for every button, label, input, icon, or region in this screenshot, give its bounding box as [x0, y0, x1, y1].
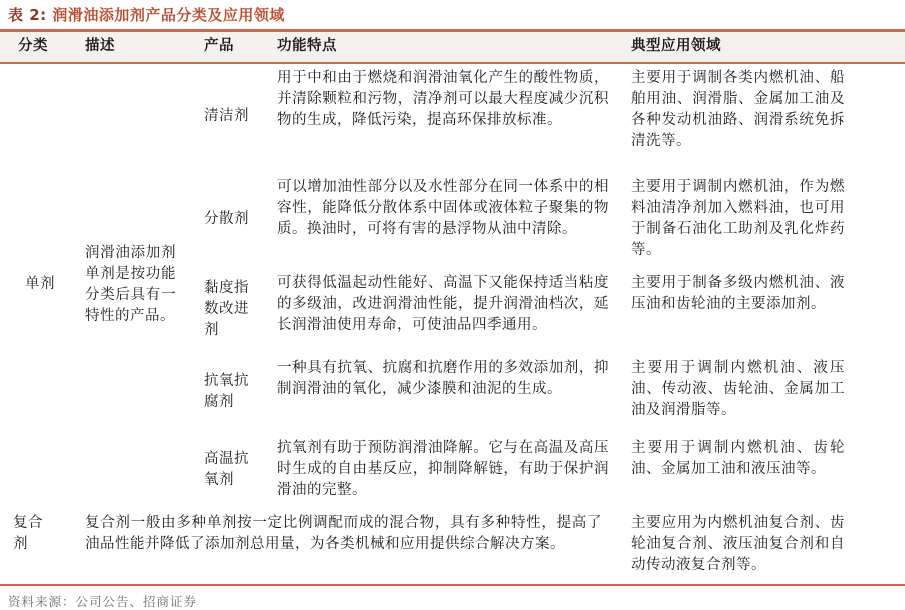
applications-cell: 主要用于调制内燃机油，作为燃料油清净剂加入燃料油，也可用于制备石油化工助剂及乳化炸药等。 [631, 179, 845, 258]
header-category: 分类 [18, 38, 48, 54]
category-cell-compound: 复合剂 [13, 515, 43, 552]
product-cell: 抗氧抗腐剂 [204, 373, 249, 410]
applications-cell: 主要应用为内燃机油复合剂、齿轮油复合剂、液压油复合剂和自动传动液复合剂等。 [631, 515, 845, 573]
product-cell: 分散剂 [204, 210, 249, 227]
product-cell: 黏度指数改进剂 [204, 280, 249, 338]
table-row-detergent [0, 63, 905, 173]
features-cell: 可获得低温起动性能好、高温下又能保持适当粘度的多级油，改进润滑油性能，提升润滑油档次，延长润滑油使用寿命，可使油品四季通用。 [277, 275, 609, 333]
table-row-compound [0, 509, 905, 585]
table-header-row [0, 31, 905, 64]
category-cell-single: 单剂 [25, 276, 55, 292]
applications-cell: 主要用于制备多级内燃机油、液压油和齿轮油的主要添加剂。 [631, 275, 845, 312]
header-applications: 典型应用领域 [631, 38, 721, 54]
header-features: 功能特点 [277, 38, 337, 54]
features-cell: 用于中和由于燃烧和润滑油氧化产生的酸性物质，并清除颗粒和污物，清净剂可以最大程度减少沉积物的生成，降低污染，提高环保排放标准。 [277, 70, 609, 128]
table-number-label: 表 2: [8, 6, 47, 24]
product-cell: 高温抗氧剂 [204, 450, 249, 488]
applications-cell: 主要用于调制内燃机油、液压油、传动液、齿轮油、金属加工油及润滑脂等。 [631, 360, 845, 418]
table-title [0, 0, 905, 29]
source-note: 资料来源：公司公告、招商证券 [8, 594, 198, 609]
applications-cell: 主要用于调制内燃机油、齿轮油、金属加工油和液压油等。 [631, 440, 845, 477]
product-cell: 清洁剂 [204, 108, 249, 124]
features-cell: 抗氧剂有助于预防润滑油降解。它与在高温及高压时生成的自由基反应，抑制降解链，有助于保护润滑油的完整。 [277, 440, 609, 498]
header-product: 产品 [204, 38, 234, 54]
applications-cell: 主要用于调制各类内燃机油、船舶用油、润滑脂、金属加工油及各种发动机油路、润滑系统免拆清洗等。 [631, 70, 845, 149]
table-title-text: 润滑油添加剂产品分类及应用领域 [52, 6, 285, 24]
description-cell-compound: 复合剂一般由多种单剂按一定比例调配而成的混合物，具有多种特性，提高了油品性能并降低了添加剂总用量，为各类机械和应用提供综合解决方案。 [85, 515, 602, 552]
features-cell: 一种具有抗氧、抗腐和抗磨作用的多效添加剂，抑制润滑油的氧化，减少漆膜和油泥的生成。 [277, 360, 609, 397]
description-cell-single: 润滑油添加剂单剂是按功能分类后具有一特性的产品。 [85, 244, 176, 324]
additive-classification-table [0, 29, 905, 586]
features-cell: 可以增加油性部分以及水性部分在同一体系中的相容性，能降低分散体系中固体或液体粒子聚集的物质。换油时，可将有害的悬浮物从油中清除。 [277, 179, 609, 237]
header-description: 描述 [85, 38, 115, 54]
